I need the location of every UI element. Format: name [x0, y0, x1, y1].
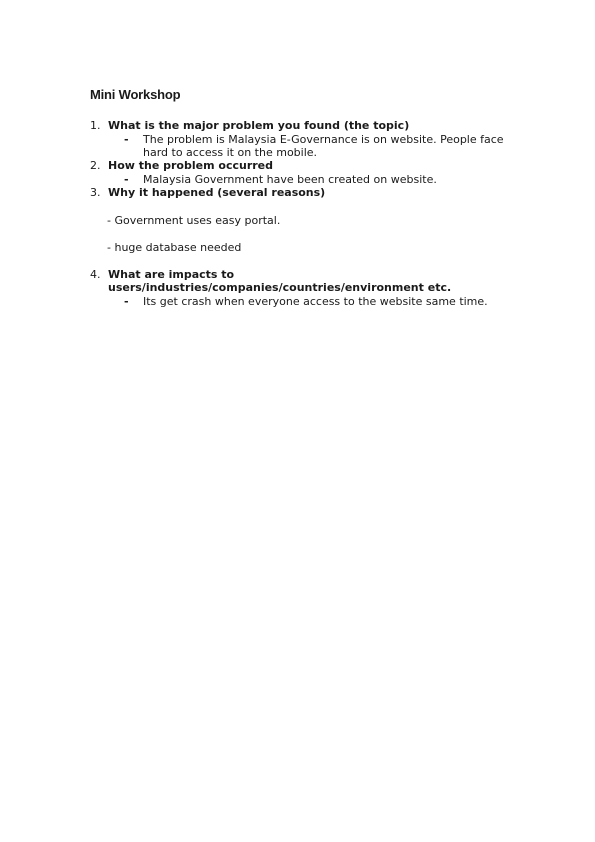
bullet-dash: -: [124, 133, 129, 146]
list-item-1: [90, 119, 530, 132]
item-number: 1.: [90, 119, 101, 132]
item-number: 3.: [90, 186, 101, 199]
item-answer: Malaysia Government have been created on website.: [143, 173, 437, 186]
item-number: 4.: [90, 268, 101, 281]
item-number: 2.: [90, 159, 101, 172]
list-item-2: [90, 159, 530, 172]
sub-item-1: [124, 133, 524, 159]
item-question-line2: users/industries/companies/countries/environment etc.: [108, 281, 452, 294]
list-item-4: [90, 268, 530, 294]
reason-line: - Government uses easy portal.: [107, 214, 281, 227]
item-question: How the problem occurred: [108, 159, 273, 172]
sub-item-4: [124, 295, 524, 308]
item-question: What is the major problem you found (the topic): [108, 119, 410, 132]
page-title: Mini Workshop: [90, 87, 181, 102]
list-item-3: [90, 186, 530, 199]
sub-item-2: [124, 173, 524, 186]
reason-line: - huge database needed: [107, 241, 242, 254]
item-answer: The problem is Malaysia E-Governance is on website. People face hard to access it on the mobile.: [143, 133, 504, 159]
item-question-line1: What are impacts to: [108, 268, 235, 281]
item-question: Why it happened (several reasons): [108, 186, 326, 199]
bullet-dash: -: [124, 173, 129, 186]
bullet-dash: -: [124, 295, 129, 308]
item-answer: Its get crash when everyone access to the website same time.: [143, 295, 488, 308]
